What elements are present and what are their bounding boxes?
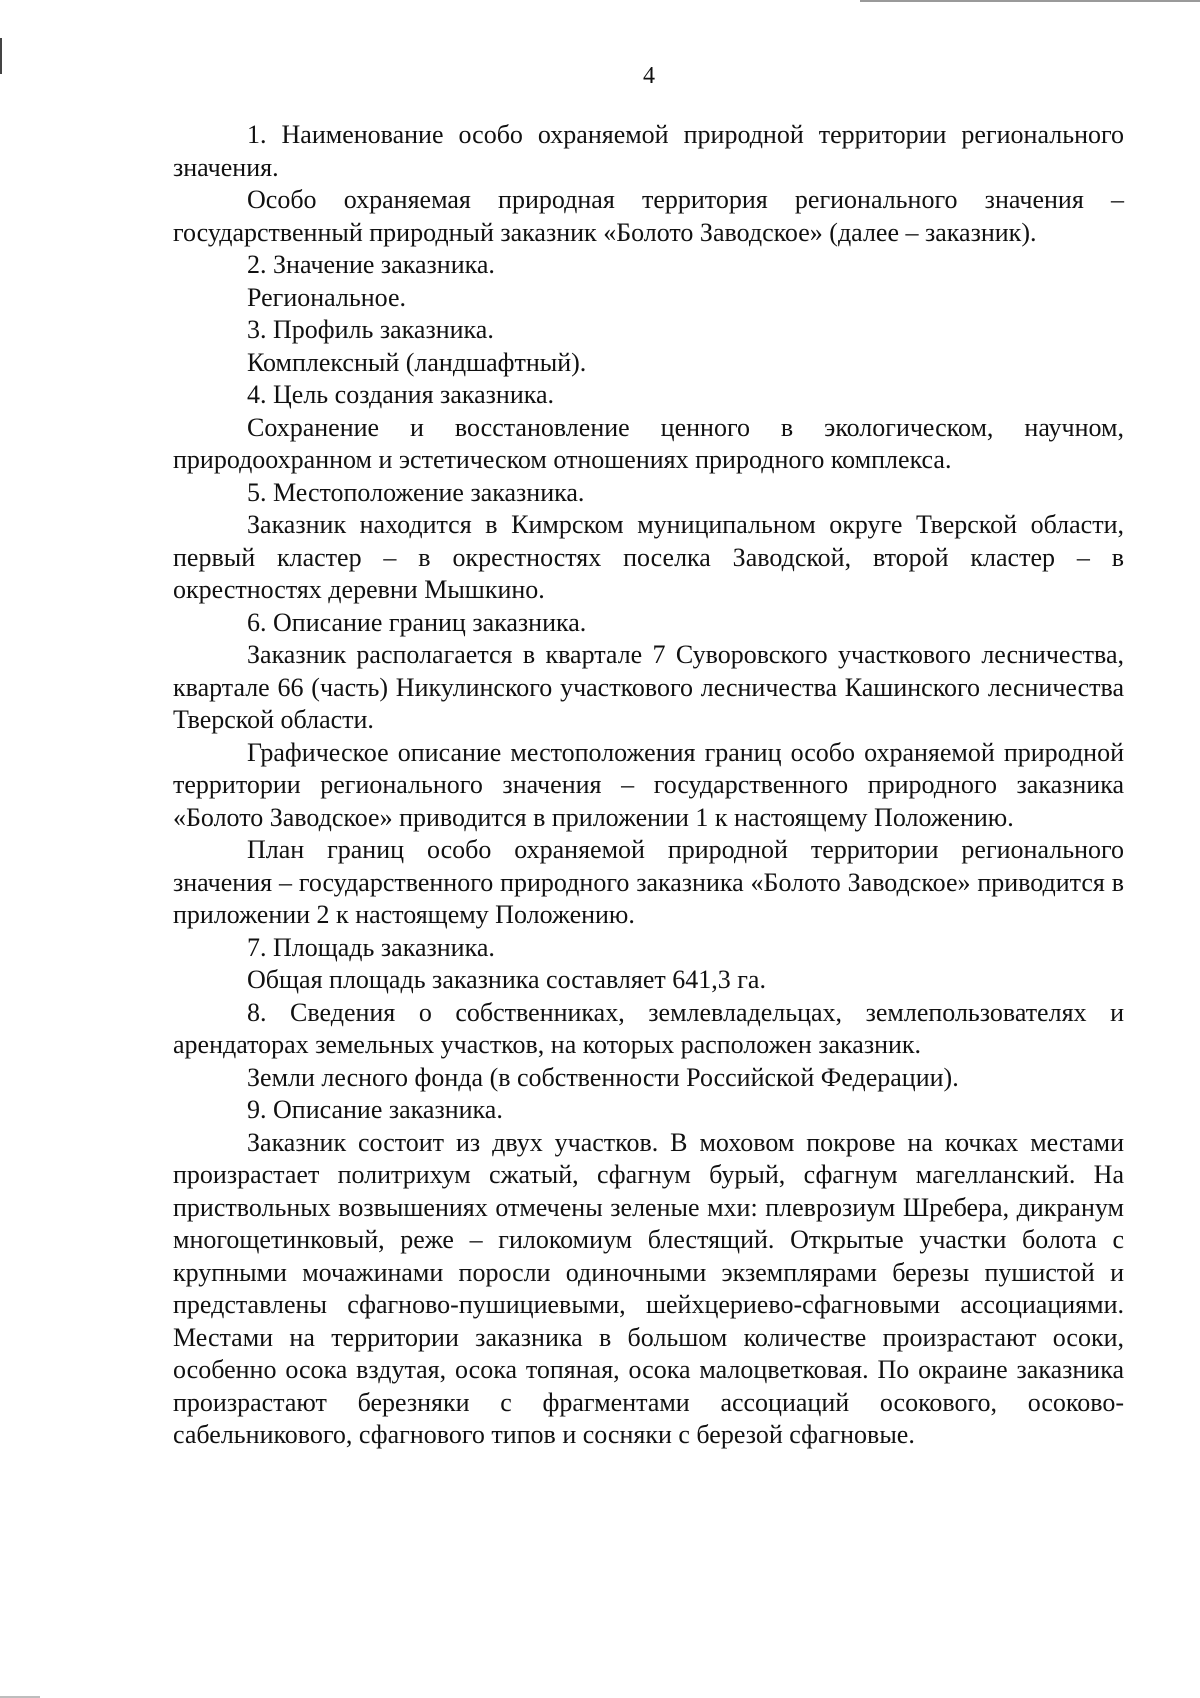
paragraph-item-5-heading: 5. Местоположение заказника. — [247, 477, 585, 507]
paragraph-item-7-heading: 7. Площадь заказника. — [247, 932, 495, 962]
paragraph-item-3-heading: 3. Профиль заказника. — [247, 315, 494, 344]
paragraph-item-4-text: Сохранение и восстановление ценного в экологическом, научном, природоохранном и эстетическом отношениях природного комплекса. — [173, 412, 1124, 474]
paragraph-item-1-text: Особо охраняемая природная территория регионального значения – государственный природный заказник «Болото Заводское» (далее – заказник). — [173, 185, 1124, 247]
paragraph-item-1-heading: 1. Наименование особо охраняемой природной территории регионального значения. — [173, 120, 1124, 182]
paragraph-item-9-heading: 9. Описание заказника. — [247, 1095, 503, 1124]
paragraph-item-2-heading: 2. Значение заказника. — [247, 250, 495, 279]
paragraph-item-8-heading: 8. Сведения о собственниках, землевладельцах, землепользователях и арендаторах земельных участков, на которых расположен заказник. — [173, 997, 1124, 1059]
paragraph-item-6-graphic-description: Графическое описание местоположения границ особо охраняемой природной территории регионального значения – государственного природного заказника «Болото Заводское» приводится в приложении 1 к настоящему Положению. — [173, 737, 1124, 832]
paragraph-item-7-text: Общая площадь заказника составляет 641,3 га. — [247, 965, 766, 994]
paragraph-item-3-text: Комплексный (ландшафтный). — [247, 347, 587, 377]
paragraph-item-6-boundary-plan: План границ особо охраняемой природной территории регионального значения – государственного природного заказника «Болото Заводское» приводится в приложении 2 к настоящему Положению. — [173, 835, 1124, 929]
paragraph-item-4-heading: 4. Цель создания заказника. — [247, 380, 555, 409]
paragraph-item-2-text: Региональное. — [247, 282, 407, 312]
paragraph-item-6-heading: 6. Описание границ заказника. — [247, 607, 587, 637]
scan-edge-mark-top — [860, 0, 1200, 2]
paragraph-item-9-text: Заказник состоит из двух участков. В моховом покрове на кочках местами произрастает политрихум сжатый, сфагнум бурый, сфагнум магелланский. На приствольных возвышениях отмечены зеленые мхи: плеврозиум Шребера, дикранум многощетинковый, реже – гилокомиум блестящий. Открытые участки болота с крупными мочажинами поросли одиночными экземплярами березы пушистой и представлены сфагново-пушициевыми, шейхцериево-сфагновыми ассоциациями. Местами на территории заказника в большом количестве произрастают осоки, особенно осока вздутая, осока топяная, осока малоцветковая. По окраине заказника произрастают березняки с фрагментами ассоциаций осокового, осоково-сабельникового, сфагнового типов и сосняки с березой сфагновые. — [173, 1127, 1124, 1449]
document-body — [173, 119, 1124, 1452]
page-number: 4 — [643, 63, 655, 89]
paragraph-item-8-text: Земли лесного фонда (в собственности Российской Федерации). — [247, 1062, 959, 1092]
paragraph-item-5-text: Заказник находится в Кимрском муниципальном округе Тверской области, первый кластер – в окрестностях поселка Заводской, второй кластер – в окрестностях деревни Мышкино. — [173, 510, 1124, 604]
paragraph-item-6-text: Заказник располагается в квартале 7 Суворовского участкового лесничества, квартале 66 (часть) Никулинского участкового лесничества Кашинского лесничества Тверской области. — [173, 640, 1124, 734]
